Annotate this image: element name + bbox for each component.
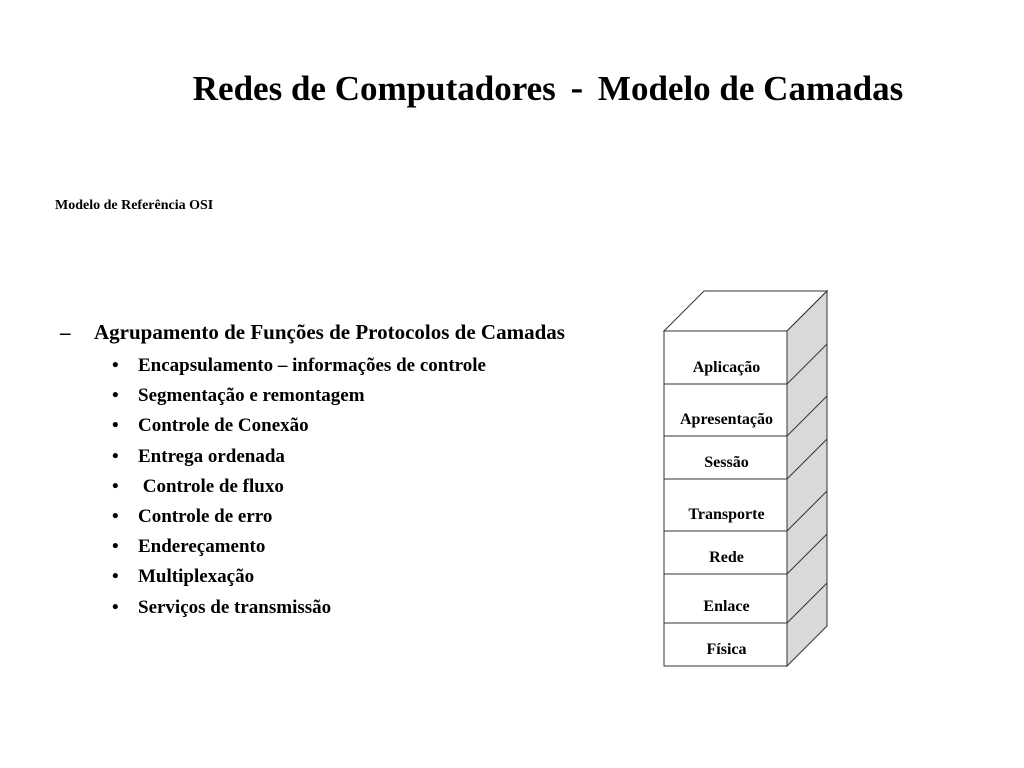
osi-layer-label: Apresentação (679, 411, 774, 428)
bullet-marker: • (112, 596, 119, 618)
osi-layer-label: Transporte (688, 506, 765, 523)
bullet-text: Multiplexação (138, 566, 255, 588)
osi-layer-box (664, 479, 787, 531)
bullet-marker: • (112, 355, 119, 376)
osi-layer-box (664, 384, 787, 436)
osi-layer-label: Física (706, 641, 747, 658)
bullet-marker: • (112, 475, 119, 497)
bullet-text: Controle de erro (138, 505, 273, 527)
bullet-marker: • (112, 566, 119, 588)
title-part-2: Modelo de Camadas (597, 69, 904, 108)
bullet-marker: • (112, 505, 119, 527)
title-part-1: Redes de Computadores (192, 69, 556, 108)
bullet-marker: • (112, 415, 119, 437)
bullet-text: Serviços de transmissão (138, 596, 332, 618)
main-item-text: Agrupamento de Funções de Protocolos de Camadas (94, 320, 565, 344)
osi-layer-label: Sessão (704, 454, 749, 471)
bullet-text: Endereçamento (138, 536, 266, 558)
bullet-marker: • (112, 445, 119, 467)
bullet-text: Controle de fluxo (138, 475, 284, 497)
bullet-marker: • (112, 385, 119, 407)
bullet-text: Segmentação e remontagem (138, 385, 365, 407)
bullet-marker: • (112, 536, 119, 558)
osi-layer-label: Aplicação (692, 359, 761, 376)
bullet-text: Encapsulamento – informações de controle (138, 355, 486, 376)
title-separator: - (570, 67, 584, 109)
osi-layer-box (664, 331, 787, 384)
bullet-text: Controle de Conexão (138, 415, 309, 437)
bullet-text: Entrega ordenada (138, 445, 285, 467)
dash-marker: – (60, 320, 71, 344)
osi-layer-label: Enlace (703, 598, 750, 615)
subtitle: Modelo de Referência OSI (55, 198, 214, 213)
stack-side-face (787, 291, 827, 666)
osi-layer-label: Rede (709, 549, 744, 566)
